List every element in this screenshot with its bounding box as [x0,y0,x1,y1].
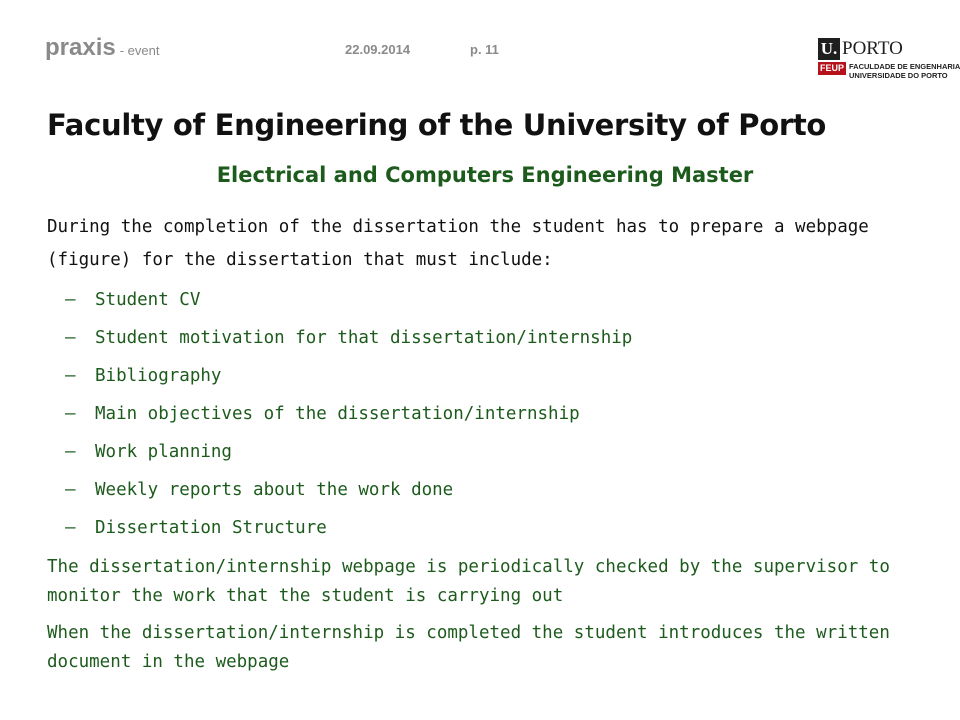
list-item-text: Weekly reports about the work done [95,480,454,500]
dash-marker: – [65,290,76,310]
list-item-text: Student motivation for that dissertation/internship [95,328,633,348]
uporto-logo-letter: U. [818,38,840,60]
slide-subtitle: Electrical and Computers Engineering Master [216,163,754,187]
intro-paragraph: During the completion of the dissertation the student has to prepare a webpage (figure) for the dissertation that must include: [47,217,869,270]
list-item-text: Work planning [95,442,232,462]
slide-body [47,211,927,677]
faculty-name-line1: FACULDADE DE ENGENHARIA [849,62,960,71]
dash-marker: – [65,480,76,500]
list-item [47,395,927,433]
list-item [47,357,927,395]
list-item-text: Main objectives of the dissertation/internship [95,404,580,424]
uporto-logo-name: PORTO [842,38,903,59]
completion-paragraph: When the dissertation/internship is completed the student introduces the written document in the webpage [47,623,890,672]
supervision-paragraph: The dissertation/internship webpage is periodically checked by the supervisor to monitor the work that the student is carrying out [47,557,890,606]
dash-marker: – [65,366,76,386]
faculty-name-line2: UNIVERSIDADE DO PORTO [849,71,948,80]
dash-marker: – [65,404,76,424]
list-item [47,433,927,471]
list-item-text: Dissertation Structure [95,518,327,538]
page-number: p. 11 [470,42,499,57]
faculty-name [849,62,960,80]
list-item [47,471,927,509]
slide-date: 22.09.2014 [345,42,411,57]
praxis-event-label: - event [119,43,160,58]
praxis-brand [45,36,159,60]
praxis-logo: praxis [45,34,116,61]
requirements-list [47,281,927,547]
list-item-text: Student CV [95,290,201,310]
list-item [47,281,927,319]
list-item [47,509,927,547]
list-item-text: Bibliography [95,366,222,386]
list-item [47,319,927,357]
dash-marker: – [65,518,76,538]
slide-header [0,0,960,90]
slide-title: Faculty of Engineering of the University of Porto [47,108,827,142]
feup-badge: FEUP [820,63,845,73]
uporto-feup-logo [818,38,960,94]
dash-marker: – [65,328,76,348]
dash-marker: – [65,442,76,462]
